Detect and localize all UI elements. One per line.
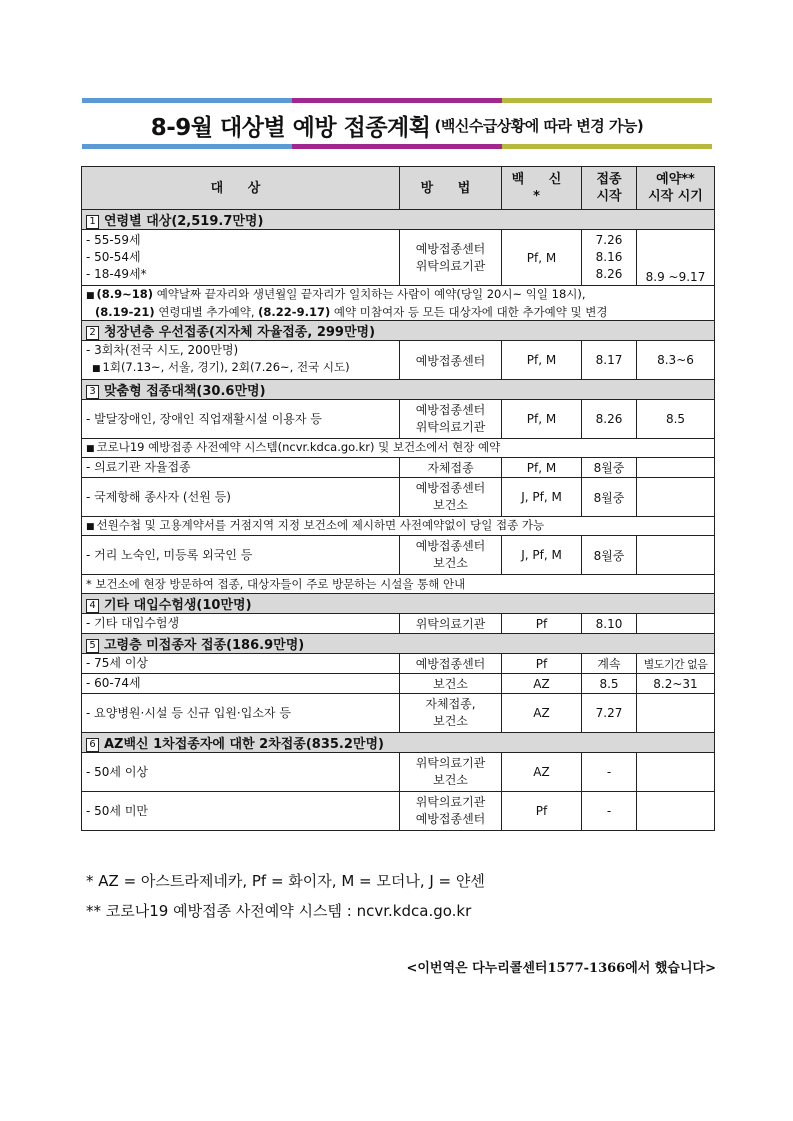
note-text: 예약 미참여자 등 모든 대상자에 대한 추가예약 및 변경 [330, 305, 608, 319]
title-sub: (백신수급상황에 따라 변경 가능) [434, 116, 644, 135]
method-cell: 자체접종 [400, 458, 502, 478]
target-cell: - 거리 노숙인, 미등록 외국인 등 [82, 536, 400, 575]
section-6-title: AZ백신 1차접종자에 대한 2차접종(835.2만명) [104, 737, 384, 752]
method-cell [400, 753, 502, 792]
start-cell: 7.27 [582, 694, 637, 733]
table-row [82, 341, 715, 380]
reserve-cell: 8.3~6 [637, 341, 715, 380]
section-3-number: 3 [86, 385, 99, 399]
section-5-number: 5 [86, 639, 99, 653]
method-line: 위탁의료기관 [415, 795, 486, 809]
target-cell: - 요양병원·시설 등 신규 입원·입소자 등 [82, 694, 400, 733]
section-1-title: 연령별 대상(2,519.7만명) [104, 214, 264, 229]
target-cell: - 50세 이상 [82, 753, 400, 792]
reserve-cell [637, 614, 715, 634]
target-cell: - 발달장애인, 장애인 직업재활시설 이용자 등 [82, 400, 400, 439]
start-cell: 8.10 [582, 614, 637, 634]
square-bullet-icon: ■ [86, 291, 95, 301]
table-row [82, 753, 715, 792]
start-cell: 8.17 [582, 341, 637, 380]
reserve-cell: 8.9 ~9.17 [637, 230, 715, 286]
start-cell: 8월중 [582, 458, 637, 478]
target-cell: - 의료기관 자율접종 [82, 458, 400, 478]
section-6-number: 6 [86, 738, 99, 752]
start-date: 8.16 [595, 250, 623, 264]
method-cell: 예방접종센터 [400, 654, 502, 674]
target-cell [82, 230, 400, 286]
reserve-cell [637, 753, 715, 792]
start-cell: 8.5 [582, 674, 637, 694]
table-header-row [82, 167, 715, 210]
method-line: 예방접종센터 [415, 481, 486, 495]
table-row [82, 792, 715, 831]
start-cell: 8월중 [582, 478, 637, 517]
title-banner [82, 98, 712, 152]
start-cell: - [582, 792, 637, 831]
start-cell: 계속 [582, 654, 637, 674]
table-row [82, 400, 715, 439]
square-bullet-icon: ■ [86, 444, 95, 454]
start-cell [582, 230, 637, 286]
table-row [82, 458, 715, 478]
target-cell: - 75세 이상 [82, 654, 400, 674]
table-row [82, 674, 715, 694]
start-date: 7.26 [595, 233, 623, 247]
section-5-header [82, 634, 715, 654]
reserve-cell [637, 694, 715, 733]
target-line: - 3회차(전국 시도, 200만명) [86, 343, 239, 357]
method-line: 보건소 [433, 714, 468, 728]
footnotes [86, 866, 485, 926]
section-3-note-1 [82, 439, 715, 458]
target-cell: - 60-74세 [82, 674, 400, 694]
vaccine-cell: Pf [502, 792, 582, 831]
square-bullet-icon: ■ [92, 364, 101, 374]
header-reserve-line1: 예약** [656, 172, 695, 187]
table-row [82, 614, 715, 634]
method-line: 예방접종센터 [415, 403, 486, 417]
note-period: (8.19-21) [95, 305, 155, 319]
method-line: 자체접종, [425, 697, 476, 711]
reserve-cell [637, 478, 715, 517]
section-2-header [82, 321, 715, 341]
method-cell [400, 230, 502, 286]
section-3-header [82, 380, 715, 400]
vaccine-cell: AZ [502, 694, 582, 733]
target-55-59: - 55-59세 [86, 233, 141, 247]
table-row [82, 478, 715, 517]
vaccine-cell: J, Pf, M [502, 478, 582, 517]
note-text: 예약날짜 끝자리와 생년월일 끝자리가 일치하는 사람이 예약(당일 20시~ 익일 18시), [153, 287, 586, 301]
method-line: 보건소 [433, 556, 468, 570]
target-detail: 1회(7.13~, 서울, 경기), 2회(7.26~, 전국 시도) [102, 360, 350, 374]
method-cell: 예방접종센터 [400, 341, 502, 380]
method-line: 위탁의료기관 [415, 756, 486, 770]
header-start [582, 167, 637, 210]
target-cell: - 50세 미만 [82, 792, 400, 831]
section-2-number: 2 [86, 326, 99, 340]
note-period: (8.22-9.17) [258, 305, 331, 319]
section-4-number: 4 [86, 599, 99, 613]
vaccine-cell: Pf, M [502, 458, 582, 478]
note-text: 선원수첩 및 고용계약서를 거점지역 지정 보건소에 제시하면 사전예약없이 당일 접종 가능 [96, 518, 545, 532]
vaccine-cell: Pf, M [502, 400, 582, 439]
target-18-49: - 18-49세* [86, 267, 147, 281]
header-vaccine: 백 신* [502, 167, 582, 210]
note-text: 연령대별 추가예약, [154, 305, 259, 319]
header-start-line2: 시작 [596, 189, 622, 204]
translation-credit: <이번역은 다누리콜센터1577-1366에서 했습니다> [406, 961, 716, 976]
title-bottom-stripe [82, 144, 712, 149]
header-reserve-line2: 시작 시기 [648, 189, 703, 204]
section-1-header [82, 210, 715, 230]
section-5-title: 고령층 미접종자 접종(186.9만명) [104, 638, 305, 653]
title-main: 8-9월 대상별 예방 접종계획 [150, 114, 431, 141]
reserve-cell: 8.5 [637, 400, 715, 439]
note-text: 코로나19 예방접종 사전예약 시스템(ncvr.kdca.go.kr) 및 보건소에서 현장 예약 [96, 440, 501, 454]
start-cell: 8월중 [582, 536, 637, 575]
method-line: 위탁의료기관 [415, 258, 486, 273]
note-line [86, 304, 710, 320]
vaccine-cell: AZ [502, 753, 582, 792]
target-50-54: - 50-54세 [86, 250, 141, 264]
method-cell [400, 478, 502, 517]
section-3-title: 맞춤형 접종대책(30.6만명) [104, 384, 266, 399]
header-start-line1: 접종 [596, 172, 622, 187]
reserve-cell [637, 792, 715, 831]
note-line [86, 286, 710, 304]
square-bullet-icon: ■ [86, 522, 95, 532]
note-period: (8.9~18) [96, 287, 154, 301]
vaccine-cell: Pf [502, 654, 582, 674]
reserve-cell: 별도기간 없음 [637, 654, 715, 674]
footnote-reservation-system: ** 코로나19 예방접종 사전예약 시스템 : ncvr.kdca.go.kr [86, 902, 472, 920]
note-text: * 보건소에 현장 방문하여 접종, 대상자들이 주로 방문하는 시설을 통해 안내 [82, 575, 715, 594]
section-3-note-3 [82, 575, 715, 594]
method-line: 보건소 [433, 498, 468, 512]
header-method: 방 법 [400, 167, 502, 210]
method-cell [400, 792, 502, 831]
method-line: 위탁의료기관 [415, 420, 486, 434]
method-cell [400, 694, 502, 733]
start-cell: - [582, 753, 637, 792]
vaccination-plan-table [81, 166, 715, 831]
vaccine-cell: Pf [502, 614, 582, 634]
vaccine-cell: AZ [502, 674, 582, 694]
title-top-stripe [82, 98, 712, 103]
start-cell: 8.26 [582, 400, 637, 439]
vaccine-cell: Pf, M [502, 230, 582, 286]
target-line [86, 359, 395, 378]
section-1-number: 1 [86, 215, 99, 229]
method-cell: 보건소 [400, 674, 502, 694]
footnote-vaccine-abbreviations: * AZ = 아스트라제네카, Pf = 화이자, M = 모더나, J = 얀센 [86, 872, 485, 890]
section-3-note-2 [82, 517, 715, 536]
page-title [82, 107, 712, 143]
method-line: 예방접종센터 [415, 241, 486, 256]
section-2-title: 청장년층 우선접종(지자체 자율접종, 299만명) [104, 325, 376, 340]
method-line: 예방접종센터 [415, 539, 486, 553]
target-cell: - 국제항해 종사자 (선원 등) [82, 478, 400, 517]
section-4-header [82, 594, 715, 614]
table-row [82, 536, 715, 575]
method-line: 보건소 [433, 773, 468, 787]
header-target: 대 상 [82, 167, 400, 210]
section-6-header [82, 733, 715, 753]
table-row [82, 230, 715, 286]
method-cell [400, 536, 502, 575]
table-row [82, 694, 715, 733]
vaccine-cell: J, Pf, M [502, 536, 582, 575]
method-cell: 위탁의료기관 [400, 614, 502, 634]
method-cell [400, 400, 502, 439]
target-cell: - 기타 대입수험생 [82, 614, 400, 634]
vaccine-cell: Pf, M [502, 341, 582, 380]
reserve-cell [637, 458, 715, 478]
method-line: 예방접종센터 [415, 812, 486, 826]
section-1-note [82, 286, 715, 321]
reserve-cell [637, 536, 715, 575]
start-date: 8.26 [595, 267, 623, 281]
section-4-title: 기타 대입수험생(10만명) [104, 598, 252, 613]
header-reserve [637, 167, 715, 210]
reserve-cell: 8.2~31 [637, 674, 715, 694]
target-cell [82, 341, 400, 380]
table-row [82, 654, 715, 674]
